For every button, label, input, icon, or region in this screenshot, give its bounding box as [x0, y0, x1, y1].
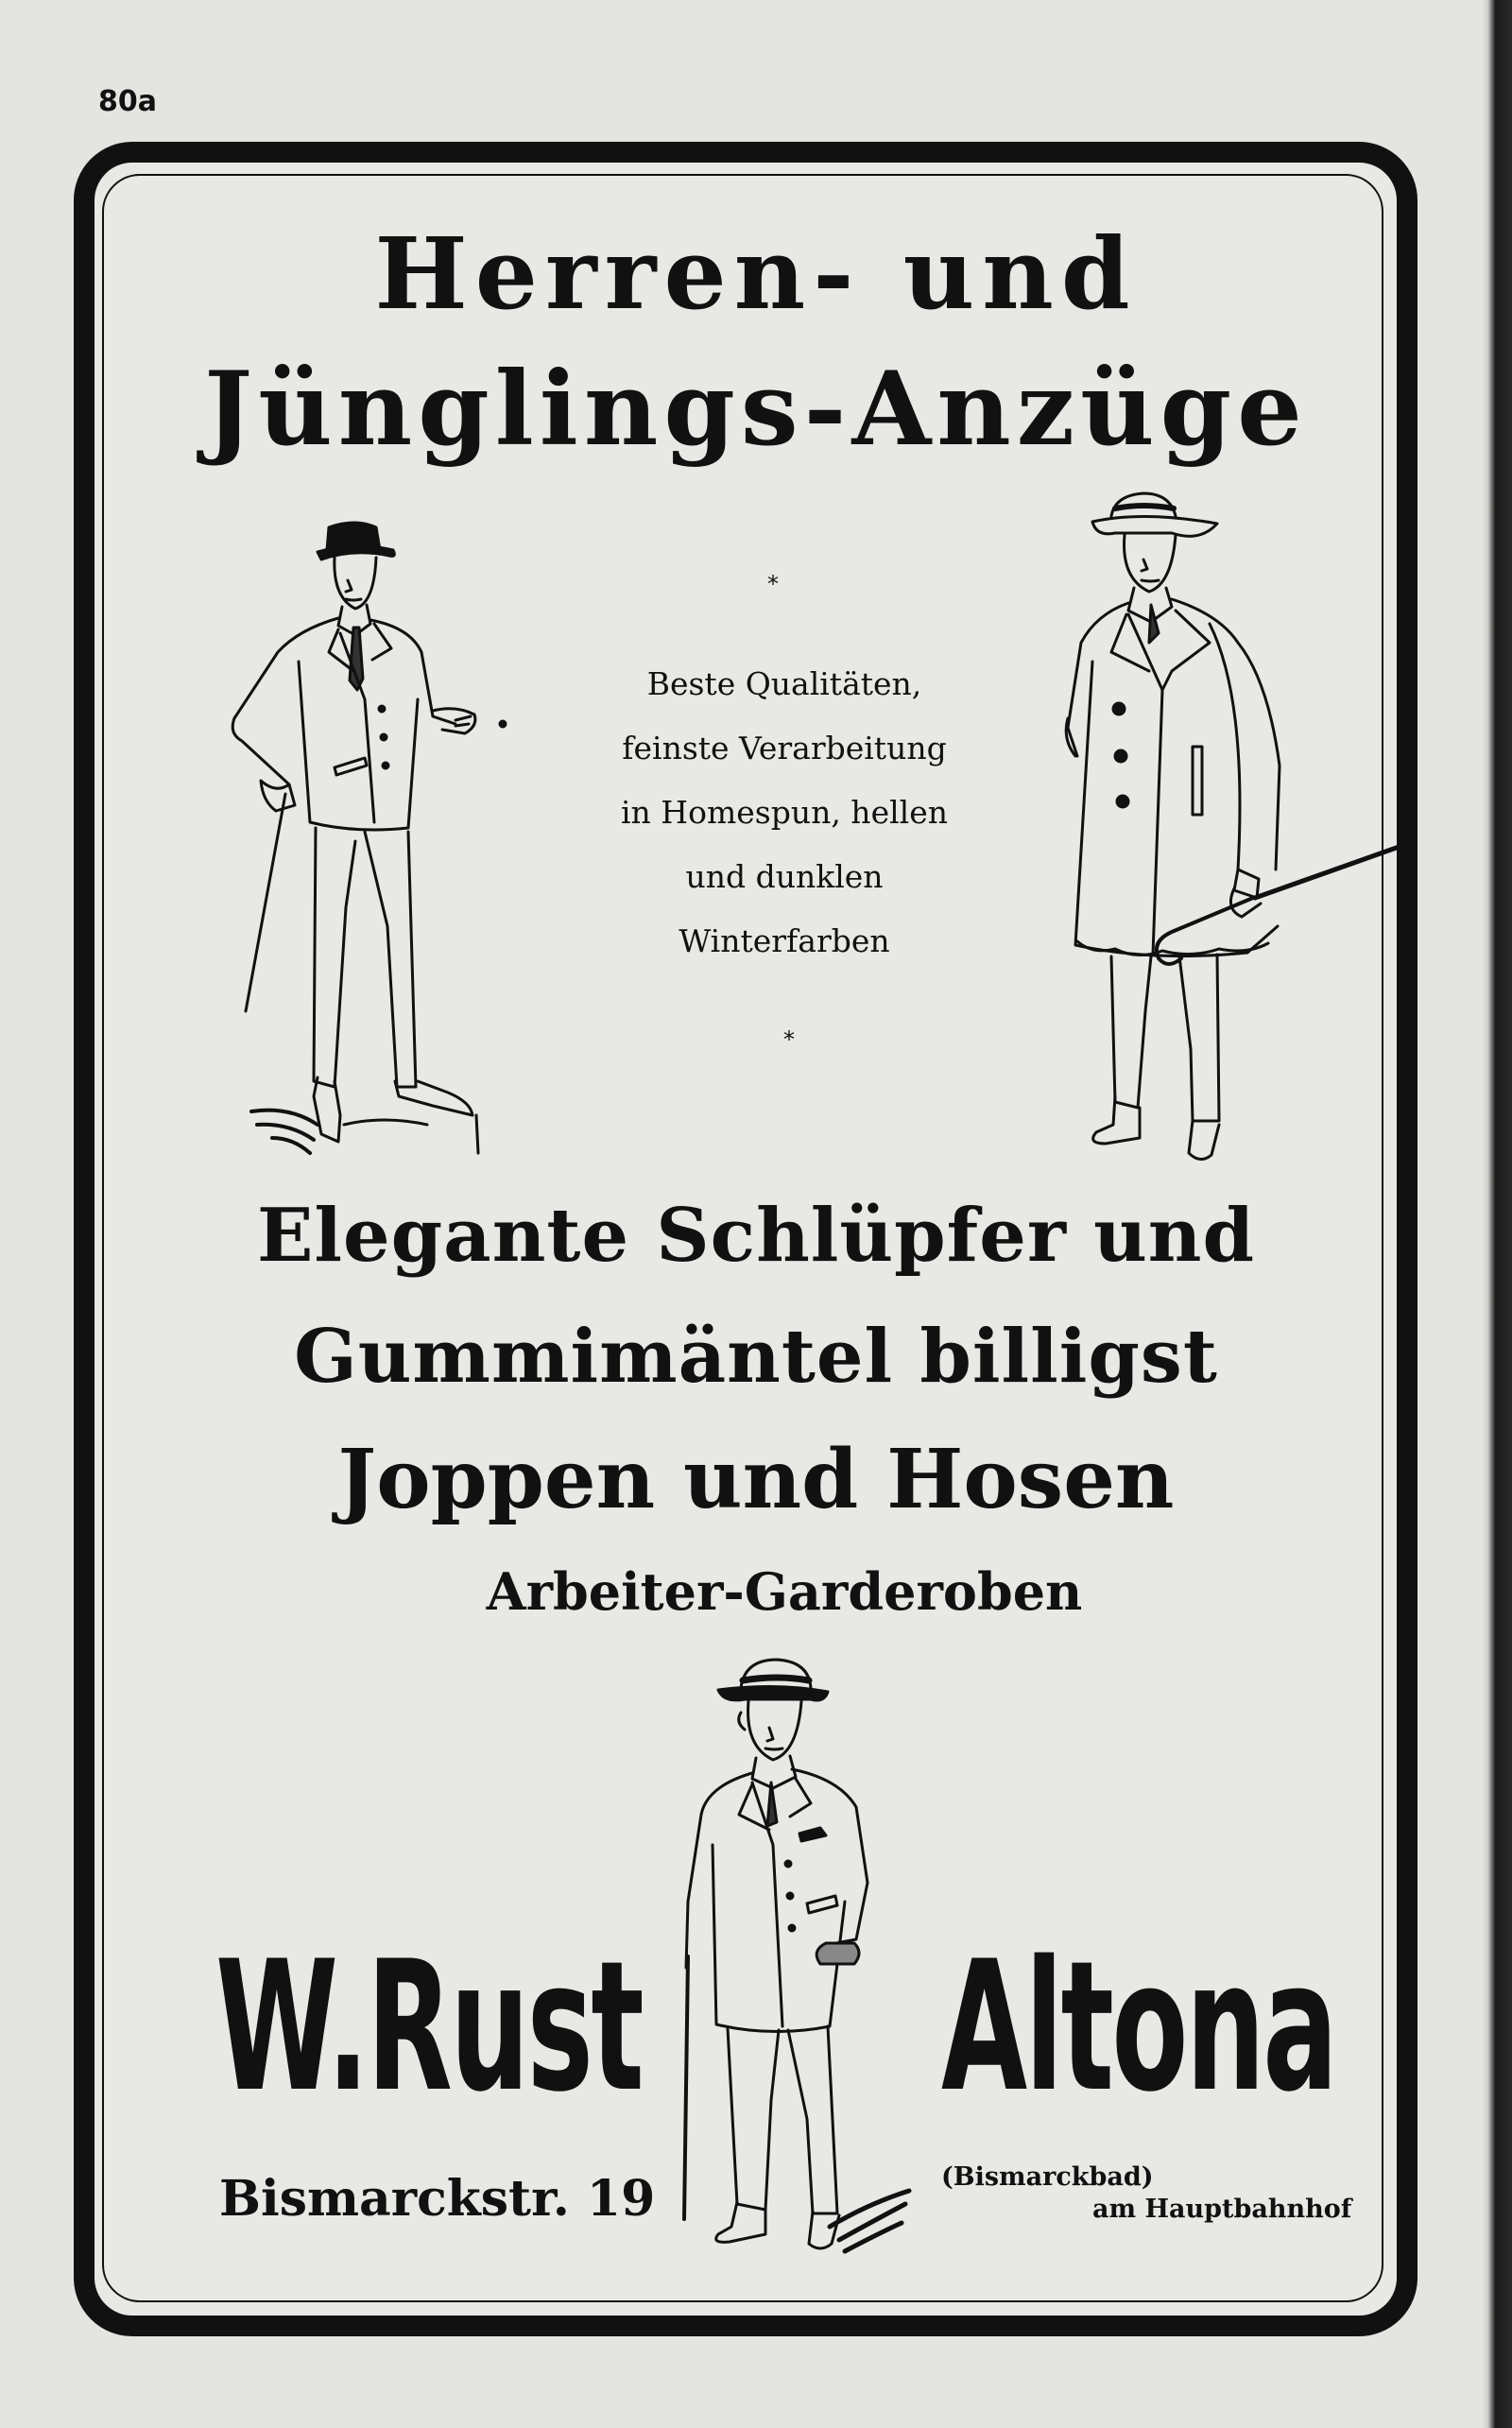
headline-line-1: Herren- und	[374, 215, 1138, 332]
description-line: in Homespun, hellen	[621, 794, 948, 831]
description-block	[548, 652, 1021, 973]
headline-line-2: Jünglings-Anzüge	[204, 350, 1308, 469]
location-note: (Bismarckbad)	[941, 2162, 1154, 2192]
ornament-star-top: *	[767, 571, 779, 597]
description-line: feinste Verarbeitung	[622, 730, 947, 766]
page-number: 80a	[98, 85, 157, 118]
description-line: und dunklen	[685, 858, 884, 895]
offer-line-2: Gummimäntel billigst	[294, 1314, 1218, 1400]
company-name: W.Rust	[215, 1922, 643, 2131]
man-in-suit-illustration	[223, 510, 535, 1172]
description-line: Beste Qualitäten,	[646, 665, 922, 702]
location-detail: am Hauptbahnhof	[1092, 2195, 1352, 2224]
man-in-overcoat-illustration	[1058, 482, 1399, 1162]
offer-line-3: Joppen und Hosen	[337, 1432, 1175, 1527]
city-name: Altona	[941, 1922, 1336, 2131]
offer-line-4: Arbeiter-Garderoben	[486, 1561, 1083, 1622]
man-in-bowler-hat-illustration	[679, 1656, 926, 2261]
offer-line-1: Elegante Schlüpfer und	[256, 1193, 1256, 1279]
ornament-star-bottom: *	[783, 1026, 795, 1053]
description-line: Winterfarben	[679, 922, 890, 959]
street-address: Bismarckstr. 19	[219, 2170, 656, 2228]
